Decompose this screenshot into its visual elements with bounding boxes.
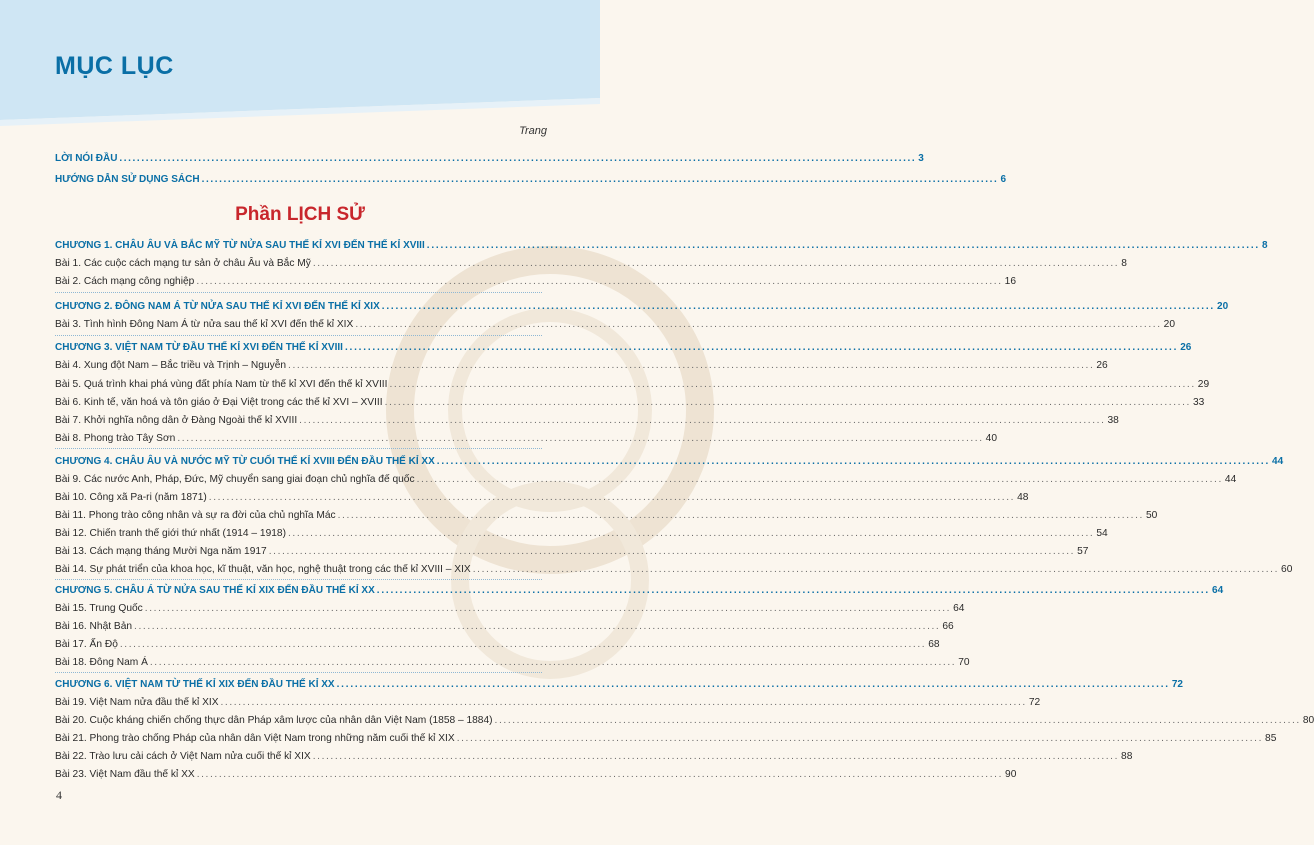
toc-lesson-entry[interactable] <box>55 768 1017 782</box>
dot-leader <box>288 359 1094 373</box>
toc-lesson-entry[interactable] <box>55 509 1158 523</box>
dot-leader <box>299 414 1105 428</box>
lesson-page: 50 <box>1145 510 1158 521</box>
lesson-page: 68 <box>928 639 940 650</box>
lesson-title: Bài 17. Ấn Độ <box>55 639 118 650</box>
dot-leader <box>119 152 916 166</box>
chapter-page: 44 <box>1272 456 1284 467</box>
chapter-divider <box>55 448 542 449</box>
dot-leader <box>120 638 926 652</box>
dot-leader <box>338 509 1144 523</box>
lesson-page: 85 <box>1265 733 1277 744</box>
lesson-page: 60 <box>1281 564 1293 575</box>
dot-leader <box>177 432 983 446</box>
chapter-title: CHƯƠNG 4. CHÂU ÂU VÀ NƯỚC MỸ TỪ CUỐI THẾ KỈ XVIII ĐẾN ĐẦU THẾ KỈ XX <box>55 456 435 467</box>
toc-lesson-entry[interactable] <box>55 275 1017 289</box>
lesson-title: Bài 15. Trung Quốc <box>55 603 143 614</box>
lesson-page: 29 <box>1197 379 1210 390</box>
lesson-title: Bài 6. Kinh tế, văn hoá và tôn giáo ở Đại Việt trong các thế kỉ XVI – XVIII <box>55 397 383 408</box>
dot-leader <box>355 318 1161 332</box>
lesson-title: Bài 9. Các nước Anh, Pháp, Đức, Mỹ chuyển sang giai đoạn chủ nghĩa đế quốc <box>55 474 415 485</box>
lesson-title: Bài 18. Đông Nam Á <box>55 657 148 668</box>
lesson-page: 44 <box>1224 474 1237 485</box>
chapter-title: CHƯƠNG 2. ĐÔNG NAM Á TỪ NỬA SAU THẾ KỈ XVI ĐẾN THẾ KỈ XIX <box>55 301 380 312</box>
lesson-page: 66 <box>942 621 954 632</box>
chapter-page: 64 <box>1212 585 1224 596</box>
toc-lesson-entry[interactable] <box>55 714 1314 728</box>
toc-lesson-entry[interactable] <box>55 318 1175 332</box>
toc-lesson-entry[interactable] <box>55 491 1029 505</box>
lesson-title: Bài 8. Phong trào Tây Sơn <box>55 433 176 444</box>
lesson-title: Bài 23. Việt Nam đầu thế kỉ XX <box>55 769 195 780</box>
toc-lesson-entry[interactable] <box>55 527 1108 541</box>
toc-chapter-entry[interactable] <box>55 584 1224 598</box>
chapter-title: CHƯƠNG 3. VIỆT NAM TỪ ĐẦU THẾ KỈ XVI ĐẾN THẾ KỈ XVIII <box>55 342 343 353</box>
chapter-divider <box>55 672 542 673</box>
chapter-title: CHƯƠNG 6. VIỆT NAM TỪ THẾ KỈ XIX ĐẾN ĐẦU THẾ KỈ XX <box>55 679 335 690</box>
dot-leader <box>269 545 1075 559</box>
lesson-page: 90 <box>1005 769 1017 780</box>
lesson-page: 80 <box>1302 715 1314 726</box>
lesson-title: Bài 20. Cuộc kháng chiến chống thực dân Pháp xâm lược của nhân dân Việt Nam (1858 – 1884) <box>55 715 493 726</box>
lesson-title: Bài 13. Cách mạng tháng Mười Nga năm 1917 <box>55 546 267 557</box>
toc-chapter-entry[interactable] <box>55 455 1284 469</box>
lesson-page: 38 <box>1107 415 1119 426</box>
toc-chapter-entry[interactable] <box>55 678 1183 692</box>
dot-leader <box>134 620 940 634</box>
lesson-title: Bài 19. Việt Nam nửa đầu thế kỉ XIX <box>55 697 219 708</box>
dot-leader <box>389 378 1195 392</box>
dot-leader <box>457 732 1263 746</box>
dot-leader <box>145 602 951 616</box>
dot-leader <box>288 527 1094 541</box>
page-column-label: Trang <box>519 125 547 137</box>
toc-chapter-entry[interactable] <box>55 239 1268 253</box>
entry-page: 3 <box>918 153 924 164</box>
chapter-page: 26 <box>1180 342 1192 353</box>
dot-leader <box>473 563 1279 577</box>
dot-leader <box>337 678 1170 692</box>
toc-lesson-entry[interactable] <box>55 545 1089 559</box>
toc-lesson-entry[interactable] <box>55 563 1293 577</box>
toc-chapter-entry[interactable] <box>55 341 1192 355</box>
toc-lesson-entry[interactable] <box>55 656 970 670</box>
entry-title: HƯỚNG DẪN SỬ DỤNG SÁCH <box>55 174 200 185</box>
dot-leader <box>313 257 1119 271</box>
toc-lesson-entry[interactable] <box>55 473 1237 487</box>
page-number: 4 <box>56 788 62 802</box>
dot-leader <box>385 396 1191 410</box>
lesson-title: Bài 3. Tình hình Đông Nam Á từ nửa sau thế kỉ XVI đến thế kỉ XIX <box>55 319 354 330</box>
lesson-page: 64 <box>953 603 965 614</box>
lesson-page: 26 <box>1096 360 1108 371</box>
dot-leader <box>202 173 999 187</box>
dot-leader <box>382 300 1215 314</box>
page-title: MỤC LỤC <box>55 52 174 80</box>
toc-chapter-entry[interactable] <box>55 300 1229 314</box>
toc-front-entry[interactable] <box>55 152 924 166</box>
lesson-page: 16 <box>1004 276 1017 287</box>
lesson-page: 70 <box>958 657 970 668</box>
dot-leader <box>377 584 1210 598</box>
toc-lesson-entry[interactable] <box>55 638 940 652</box>
dot-leader <box>197 768 1003 782</box>
chapter-title: CHƯƠNG 5. CHÂU Á TỪ NỬA SAU THẾ KỈ XIX ĐẾN ĐẦU THẾ KỈ XX <box>55 585 375 596</box>
lesson-title: Bài 21. Phong trào chống Pháp của nhân dân Việt Nam trong những năm cuối thế kỉ XIX <box>55 733 455 744</box>
toc-lesson-entry[interactable] <box>55 732 1277 746</box>
dot-leader <box>196 275 1002 289</box>
chapter-divider <box>55 579 542 580</box>
lesson-title: Bài 2. Cách mạng công nghiệp <box>55 276 195 287</box>
toc-lesson-entry[interactable] <box>55 396 1205 410</box>
dot-leader <box>150 656 956 670</box>
lesson-title: Bài 1. Các cuộc cách mạng tư sản ở châu Âu và Bắc Mỹ <box>55 258 311 269</box>
entry-title: LỜI NÓI ĐẦU <box>55 153 118 164</box>
dot-leader <box>437 455 1270 469</box>
dot-leader <box>495 714 1301 728</box>
toc-lesson-entry[interactable] <box>55 620 954 634</box>
toc-lesson-entry[interactable] <box>55 602 965 616</box>
dot-leader <box>313 750 1119 764</box>
dot-leader <box>345 341 1178 355</box>
lesson-page: 33 <box>1192 397 1205 408</box>
dot-leader <box>427 239 1260 253</box>
toc-lesson-entry[interactable] <box>55 378 1210 392</box>
lesson-title: Bài 14. Sự phát triển của khoa học, kĩ thuật, văn học, nghệ thuật trong các thế kỉ XVIII – XIX <box>55 564 471 575</box>
section-title: Phần LỊCH SỬ <box>235 204 365 225</box>
lesson-page: 20 <box>1163 319 1175 330</box>
chapter-page: 20 <box>1217 301 1229 312</box>
toc-lesson-entry[interactable] <box>55 696 1041 710</box>
chapter-divider <box>55 335 542 336</box>
chapter-title: CHƯƠNG 1. CHÂU ÂU VÀ BẮC MỸ TỪ NỬA SAU THẾ KỈ XVI ĐẾN THẾ KỈ XVIII <box>55 240 425 251</box>
chapter-page: 72 <box>1171 679 1183 690</box>
lesson-title: Bài 16. Nhật Bản <box>55 621 133 632</box>
lesson-page: 40 <box>985 433 998 444</box>
toc-front-entry[interactable] <box>55 173 1006 187</box>
lesson-page: 72 <box>1028 697 1041 708</box>
lesson-page: 54 <box>1096 528 1108 539</box>
lesson-title: Bài 5. Quá trình khai phá vùng đất phía Nam từ thế kỉ XVI đến thế kỉ XVIII <box>55 379 388 390</box>
entry-page: 6 <box>1000 174 1006 185</box>
toc-lesson-entry[interactable] <box>55 359 1108 373</box>
lesson-title: Bài 4. Xung đột Nam – Bắc triều và Trịnh – Nguyễn <box>55 360 287 371</box>
chapter-page: 8 <box>1262 240 1268 251</box>
dot-leader <box>221 696 1027 710</box>
toc-lesson-entry[interactable] <box>55 750 1133 764</box>
lesson-title: Bài 22. Trào lưu cải cách ở Việt Nam nửa cuối thế kỉ XIX <box>55 751 311 762</box>
lesson-title: Bài 7. Khởi nghĩa nông dân ở Đàng Ngoài thế kỉ XVIII <box>55 415 298 426</box>
lesson-title: Bài 11. Phong trào công nhân và sự ra đời của chủ nghĩa Mác <box>55 510 336 521</box>
toc-lesson-entry[interactable] <box>55 414 1119 428</box>
chapter-divider <box>55 292 542 293</box>
dot-leader <box>209 491 1015 505</box>
toc-lesson-entry[interactable] <box>55 257 1127 271</box>
lesson-page: 88 <box>1121 751 1133 762</box>
toc-lesson-entry[interactable] <box>55 432 998 446</box>
lesson-title: Bài 12. Chiến tranh thế giới thứ nhất (1914 – 1918) <box>55 528 286 539</box>
dot-leader <box>417 473 1223 487</box>
lesson-title: Bài 10. Công xã Pa-ri (năm 1871) <box>55 492 207 503</box>
lesson-page: 8 <box>1121 258 1127 269</box>
lesson-page: 48 <box>1017 492 1029 503</box>
lesson-page: 57 <box>1077 546 1089 557</box>
